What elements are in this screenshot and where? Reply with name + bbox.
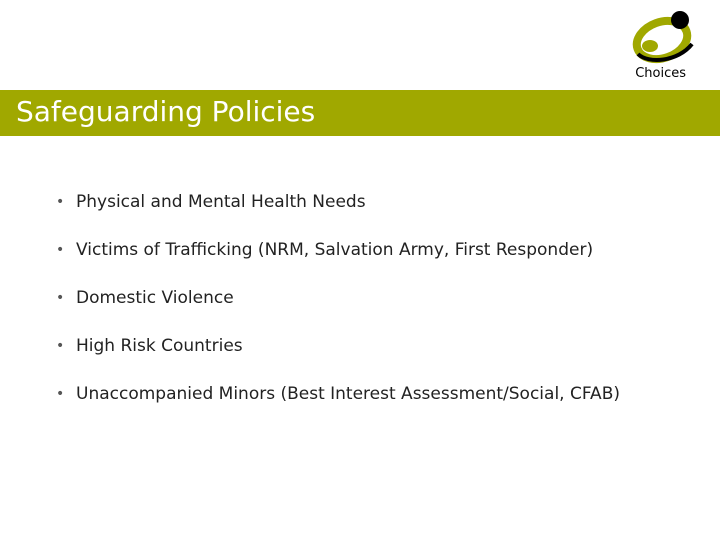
bullet-icon: • [56, 290, 65, 306]
logo-text: Choices [635, 66, 686, 81]
page-title: Safeguarding Policies [16, 95, 316, 128]
list-item-text: High Risk Countries [76, 336, 243, 356]
logo [610, 0, 720, 90]
bullet-icon: • [56, 338, 65, 354]
bullet-icon: • [56, 386, 65, 402]
list-item [56, 286, 620, 334]
list-item-text: Unaccompanied Minors (Best Interest Assessment/Social, CFAB) [76, 384, 620, 404]
bullet-icon: • [56, 242, 65, 258]
title-bar [0, 90, 720, 136]
bullet-icon: • [56, 194, 65, 210]
choices-logo-icon [628, 10, 702, 64]
list-item-text: Physical and Mental Health Needs [76, 192, 366, 212]
list-item-text: Victims of Trafficking (NRM, Salvation Army, First Responder) [76, 240, 594, 260]
list-item-text: Domestic Violence [76, 288, 234, 308]
list-item [56, 190, 620, 238]
list-item [56, 238, 620, 286]
list-item [56, 334, 620, 382]
bullet-list [56, 190, 620, 430]
list-item [56, 382, 620, 430]
